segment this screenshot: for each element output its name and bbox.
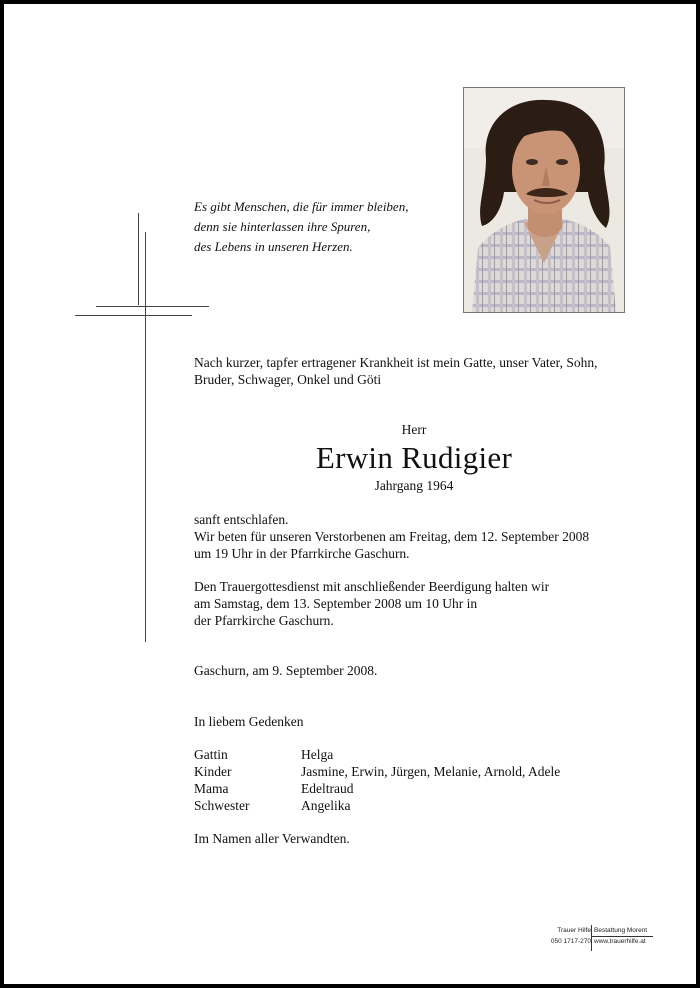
memory-heading: In liebem Gedenken bbox=[194, 714, 304, 729]
portrait-photo bbox=[463, 87, 625, 313]
passed-line: sanft entschlafen. bbox=[194, 512, 289, 527]
deceased-name: Erwin Rudigier bbox=[315, 440, 513, 475]
funeral-service-text bbox=[194, 578, 549, 629]
service-line: Den Trauergottesdienst mit anschließender Beerdigung halten wir bbox=[194, 579, 550, 594]
honorific: Herr bbox=[401, 422, 427, 437]
logo-text: 050 1717-270 bbox=[550, 938, 591, 945]
logo-text: Bestattung Morent bbox=[594, 927, 648, 934]
family-relation: Gattin bbox=[194, 747, 228, 762]
family-relation: Kinder bbox=[194, 764, 232, 779]
logo-text: www.trauerhilfe.at bbox=[594, 938, 646, 945]
funeral-home-logo bbox=[550, 925, 654, 951]
family-names: Jasmine, Erwin, Jürgen, Melanie, Arnold, Adele bbox=[301, 764, 561, 779]
prayer-line: um 19 Uhr in der Pfarrkirche Gaschurn. bbox=[194, 546, 410, 561]
passing-text bbox=[194, 511, 589, 562]
place-date: Gaschurn, am 9. September 2008. bbox=[194, 663, 378, 678]
service-line: am Samstag, dem 13. September 2008 um 10 Uhr in bbox=[194, 596, 478, 611]
family-relation: Schwester bbox=[194, 798, 250, 813]
quote-line: Es gibt Menschen, die für immer bleiben, bbox=[194, 199, 409, 214]
family-names: Helga bbox=[301, 747, 334, 762]
family-relation: Mama bbox=[194, 781, 229, 796]
quote-line: des Lebens in unseren Herzen. bbox=[194, 239, 353, 254]
quote-line: denn sie hinterlassen ihre Spuren, bbox=[194, 219, 371, 234]
memorial-quote bbox=[194, 197, 408, 257]
service-line: der Pfarrkirche Gaschurn. bbox=[194, 613, 334, 628]
family-names: Edeltraud bbox=[301, 781, 354, 796]
intro-line: Nach kurzer, tapfer ertragener Krankheit ist mein Gatte, unser Vater, Sohn, bbox=[194, 355, 598, 370]
intro-text bbox=[194, 354, 598, 388]
logo-text: Trauer Hilfe bbox=[557, 927, 591, 934]
intro-line: Bruder, Schwager, Onkel und Göti bbox=[194, 372, 382, 387]
birth-year: Jahrgang 1964 bbox=[374, 478, 454, 493]
family-names: Angelika bbox=[301, 798, 351, 813]
prayer-line: Wir beten für unseren Verstorbenen am Freitag, dem 12. September 2008 bbox=[194, 529, 590, 544]
closing-text: Im Namen aller Verwandten. bbox=[194, 831, 350, 846]
